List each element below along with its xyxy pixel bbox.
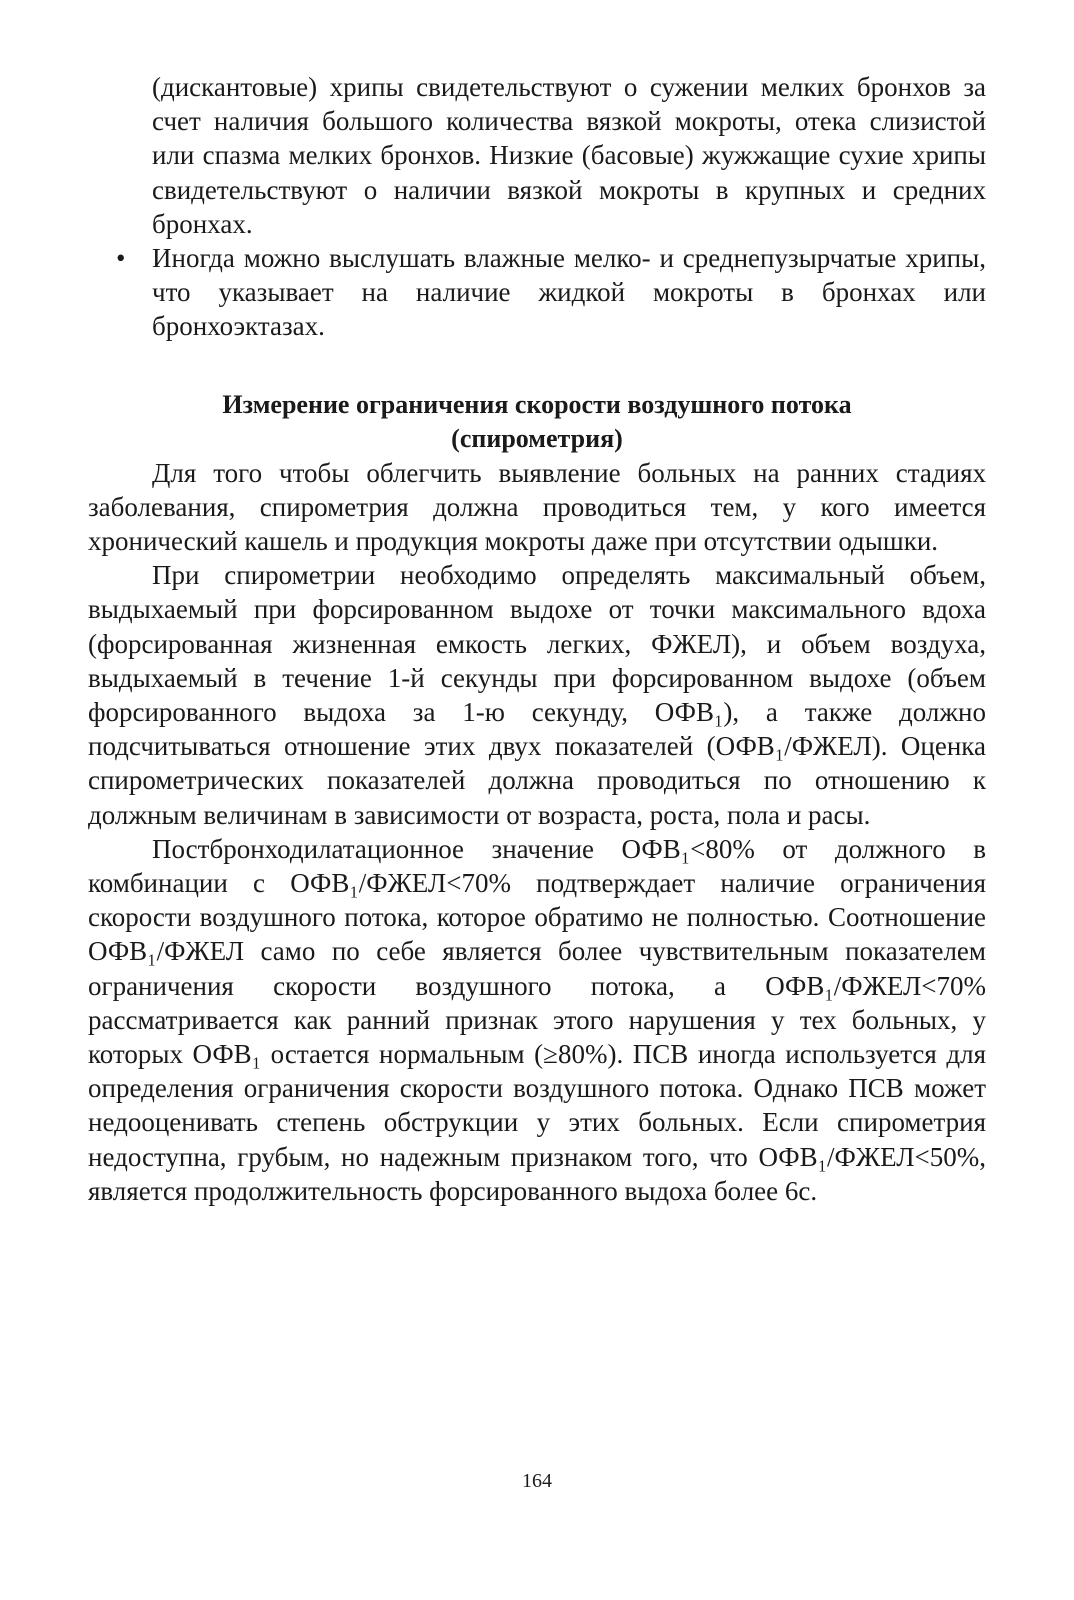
continuation-paragraph: (дискантовые) хрипы свидетельствуют о сужении мелких бронхов за счет наличия большого количества вязкой мокроты, отека слизистой или спазма мелких бронхов. Низкие (басовые) жужжащие сухие хрипы свидетельствуют о наличии вязкой мокроты в крупных и средних бронхах. [152,72,986,239]
page-number: 164 [522,1470,552,1492]
section-heading-line2: (спирометрия) [451,423,623,453]
page-body [88,70,986,1208]
bullet-list-item [88,241,986,344]
bullet-icon: • [116,243,126,274]
paragraph-2: При спирометрии необходимо определять максимальный объем, выдыхаемый при форсированном выдохе от точки максимального вдоха (форсированная жизненная емкость легких, ФЖЕЛ), и объем воздуха, выдыхаемый в течение 1-й секунды при форсированном выдохе (объем форсированного выдоха за 1-ю секунду, ОФВ₁), а также должно подсчитываться отношение этих двух показателей (ОФВ₁/ФЖЕЛ). Оценка спирометрических показателей должна проводиться по отношению к должным величинам в зависимости от возраста, роста, пола и расы. [88,560,986,830]
section-heading [88,388,986,456]
paragraph-3: Постбронходилатационное значение ОФВ₁<80% от должного в комбинации с ОФВ₁/ФЖЕЛ<70% подтверждает наличие ограничения скорости воздушного потока, которое обратимо не полностью. Соотношение ОФВ₁/ФЖЕЛ само по себе является более чувствительным показателем ограничения скорости воздушного потока, а ОФВ₁/ФЖЕЛ<70% рассматривается как ранний признак этого нарушения у тех больных, у которых ОФВ₁ остается нормальным (≥80%). ПСВ иногда используется для определения ограничения скорости воздушного потока. Однако ПСВ может недооценивать степень обструкции у этих больных. Если спирометрия недоступна, грубым, но надежным признаком того, что ОФВ₁/ФЖЕЛ<50%, является продолжительность форсированного выдоха более 6с. [88,833,986,1206]
bullet-text: Иногда можно выслушать влажные мелко- и среднепузырчатые хрипы, что указывает на наличие жидкой мокроты в бронхах или бронхоэктазах. [152,243,986,342]
section-heading-line1: Измерение ограничения скорости воздушного потока [222,389,852,419]
paragraph-1: Для того чтобы облегчить выявление больных на ранних стадиях заболевания, спирометрия должна проводиться тем, у кого имеется хронический кашель и продукция мокроты даже при отсутствии одышки. [88,457,986,557]
